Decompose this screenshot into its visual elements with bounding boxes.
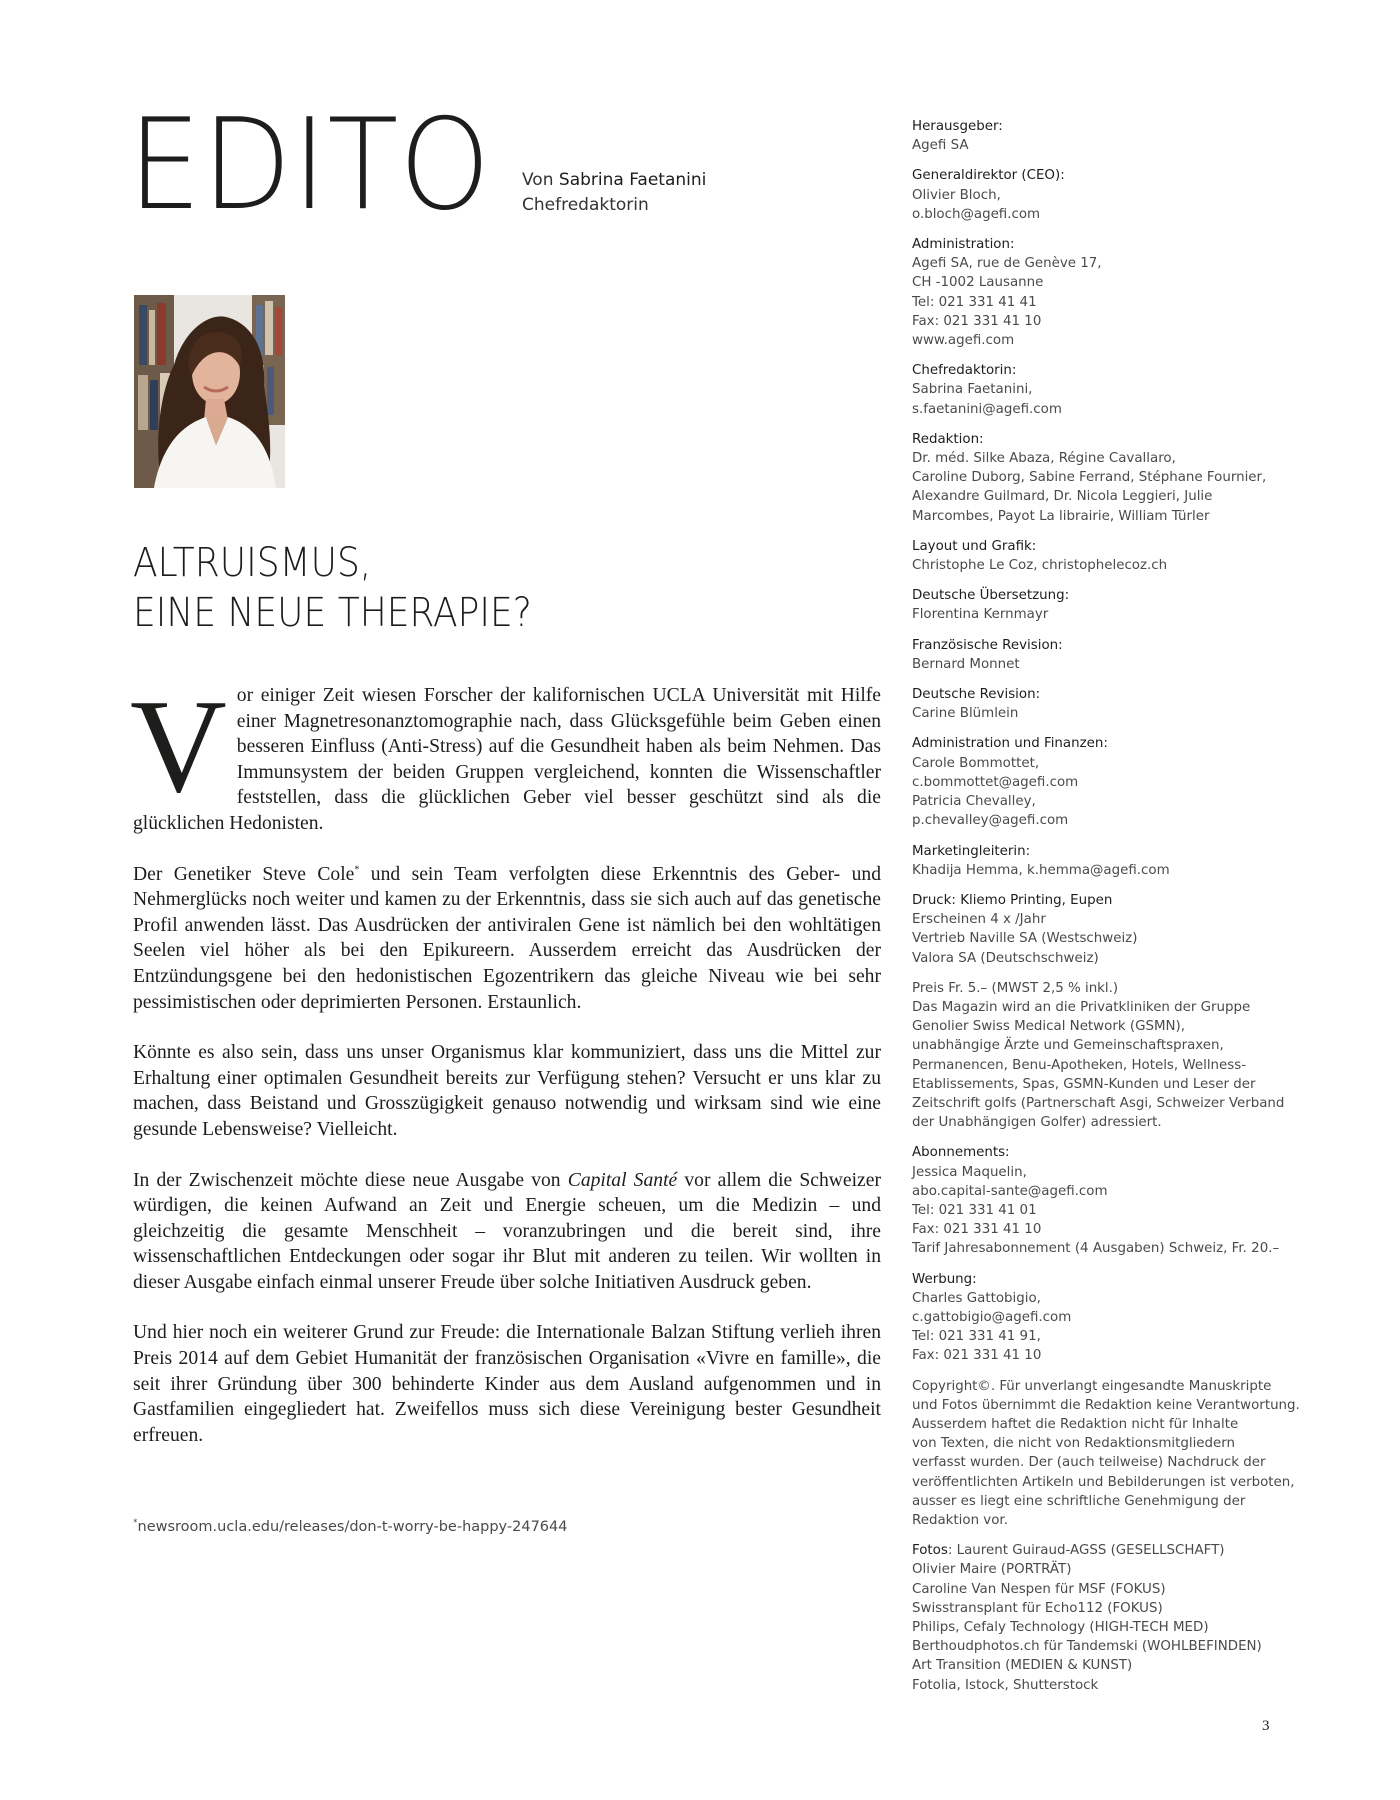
imprint-label: Administration: [912,237,1015,253]
imprint-line: Tarif Jahresabonnement (4 Ausgaben) Schweiz, Fr. 20.– [912,1241,1280,1257]
imprint-fotos [912,1541,1282,1695]
imprint-chefredaktorin [912,361,1282,419]
imprint-line: Sabrina Faetanini, [912,382,1033,398]
imprint-administration [912,235,1282,350]
article-paragraph-5: Und hier noch ein weiterer Grund zur Freude: die Internationale Balzan Stiftung verlieh ihren Preis 2014 auf dem Gebiet Humanität der französischen Organisation «Vivre en famille», die seit ihrer Gründung über 300 behinderte Kinder aus dem Ausland aufgenommen und in Gastfamilien eingegliedert hat. Zweifellos muss sich diese Vereinigung bester Gesundheit erfreuen. [133,1322,881,1446]
imprint-line: Caroline Van Nespen für MSF (FOKUS) [912,1581,1166,1597]
imprint-line: Patricia Chevalley, [912,794,1036,810]
imprint-line: abo.capital-sante@agefi.com [912,1183,1108,1199]
imprint-finanzen [912,734,1282,830]
imprint-line: Fotolia, Istock, Shutterstock [912,1677,1099,1693]
imprint-line: www.agefi.com [912,333,1015,349]
imprint-druck [912,891,1282,968]
imprint-line: Tel: 021 331 41 41 [912,294,1037,310]
imprint-line: c.gattobigio@agefi.com [912,1309,1072,1325]
magazine-title: Capital Santé [567,1169,678,1191]
imprint-column [912,117,1300,1706]
imprint-line: Fax: 021 331 41 10 [912,1222,1042,1238]
imprint-uebersetzung [912,586,1282,624]
imprint-line: veröffentlichten Artikeln und Bebilderungen ist verboten, [912,1474,1295,1490]
imprint-deutsche-revision [912,685,1282,723]
imprint-label: Druck: Kliemo Printing, Eupen [912,892,1113,908]
imprint-line: Fax: 021 331 41 10 [912,313,1042,329]
imprint-fotos-first-line [912,1541,1282,1560]
article-headline [133,538,532,638]
page-title: EDITO [128,91,492,238]
footnote-mark: * [133,1518,138,1528]
imprint-label: Marketingleiterin: [912,843,1031,859]
imprint-line: Zeitschrift golfs (Partnerschaft Asgi, Schweizer Verband [912,1095,1285,1111]
article-paragraph-3: Könnte es also sein, dass uns unser Organismus klar kommuniziert, dass uns die Mittel zur Erhaltung einer optimalen Gesundheit bereits zur Verfügung stehen? Versucht er uns klar zu machen, dass Beistand und Grosszügigkeit genauso notwendig und wirksam sind wie eine gesunde Lebensweise? Vielleicht. [133,1042,881,1140]
imprint-label: Deutsche Übersetzung: [912,588,1070,604]
imprint-label: Layout und Grafik: [912,538,1037,554]
imprint-label: Generaldirektor (CEO): [912,168,1065,184]
page-number: 3 [1262,1718,1270,1734]
paragraph-4-text-b: vor allem die Schweizer würdigen, die keinen Aufwand an Zeit und Energie scheuen, um die Medizin – und gleichzeitig die gesamte Menschheit – voranzubringen und die bereit sind, ihre wissenschaftlichen Entdeckungen oder sogar ihr Blut mit anderen zu teilen. Wir wollten in dieser Ausgabe einfach einmal unserer Freude über solche Initiativen Ausdruck geben. [133,1169,881,1293]
imprint-label: Deutsche Revision: [912,687,1041,703]
imprint-line: Ausserdem haftet die Redaktion nicht für Inhalte [912,1416,1239,1432]
imprint-label: Französische Revision: [912,637,1063,653]
imprint-line: Permanencen, Benu-Apotheken, Hotels, Wellness- [912,1057,1247,1073]
imprint-fotos-credit: : Laurent Guiraud-AGSS (GESELLSCHAFT) [947,1543,1225,1559]
imprint-line: von Texten, die nicht von Redaktionsmitgliedern [912,1436,1236,1452]
imprint-line: Christophe Le Coz, christophelecoz.ch [912,558,1168,574]
imprint-label: Herausgeber: [912,119,1003,134]
article-paragraph-1 [130,672,881,837]
imprint-herausgeber [912,117,1282,155]
imprint-line: Carine Blümlein [912,706,1019,722]
paragraph-4-text-a: In der Zwischenzeit möchte diese neue Ausgabe von [133,1169,568,1191]
imprint-line: CH -1002 Lausanne [912,275,1044,291]
imprint-line: Agefi SA [912,138,969,154]
portrait-photo [134,295,285,488]
imprint-line: Khadija Hemma, k.hemma@agefi.com [912,862,1170,878]
byline-author: Sabrina Faetanini [558,170,707,190]
imprint-label: Abonnements: [912,1145,1010,1161]
imprint-line: Valora SA (Deutschschweiz) [912,950,1099,966]
imprint-layout [912,537,1282,575]
imprint-line: Fax: 021 331 41 10 [912,1348,1042,1364]
imprint-line: Olivier Maire (PORTRÄT) [912,1562,1072,1578]
imprint-line: Art Transition (MEDIEN & KUNST) [912,1658,1133,1674]
imprint-line: Florentina Kernmayr [912,607,1049,623]
paragraph-2-text-b: und sein Team verfolgten diese Erkenntnis des Geber- und Nehmerglücks noch weiter und kamen zu der Erkenntnis, dass sie sich auch auf das genetische Profil anwenden lässt. Das Ausdrücken der antiviralen Gene ist nämlich bei den wohltätigen Seelen viel höher als bei den Epikureern. Ausserdem erreicht das Ausdrücken der Entzündungsgene bei den hedonistischen Egozentrikern das gleiche Niveau wie bei sehr pessimistischen oder deprimierten Personen. Erstaunlich. [133,863,882,1013]
imprint-line: Preis Fr. 5.– (MWST 2,5 % inkl.) [912,980,1119,996]
imprint-line: Erscheinen 4 x /Jahr [912,912,1046,928]
article-paragraph-2 [133,862,881,1016]
imprint-line: Agefi SA, rue de Genève 17, [912,256,1102,272]
imprint-line: der Unabhängigen Golfer) adressiert. [912,1115,1162,1131]
imprint-line: o.bloch@agefi.com [912,206,1041,222]
imprint-line: Dr. méd. Silke Abaza, Régine Cavallaro, [912,451,1176,467]
imprint-line: Marcombes, Payot La librairie, William Türler [912,508,1210,524]
imprint-werbung [912,1270,1282,1366]
footnote-link: newsroom.ucla.edu/releases/don-t-worry-be-happy-247644 [137,1518,568,1535]
article-body [130,672,882,1473]
headline-line-1: ALTRUISMUS, [133,540,372,586]
imprint-label: Fotos [912,1543,948,1559]
headline-line-2: EINE NEUE THERAPIE? [133,590,532,636]
imprint-marketing [912,842,1282,880]
imprint-preis [912,979,1285,1133]
imprint-line: Alexandre Guilmard, Dr. Nicola Leggieri, Julie [912,489,1213,505]
footnote-marker: * [354,864,360,876]
footnote [133,1518,567,1535]
imprint-line: Bernard Monnet [912,656,1020,672]
author-portrait [134,295,285,488]
imprint-line: Berthoudphotos.ch für Tandemski (WOHLBEFINDEN) [912,1639,1262,1655]
byline-prefix: Von [522,170,554,190]
imprint-line: Carole Bommottet, [912,755,1040,771]
imprint-line: Olivier Bloch, [912,187,1001,203]
imprint-line: unabhängige Ärzte und Gemeinschaftspraxen, [912,1038,1224,1054]
imprint-line: c.bommottet@agefi.com [912,774,1079,790]
imprint-line: Tel: 021 331 41 01 [912,1202,1037,1218]
imprint-label: Redaktion: [912,431,984,447]
imprint-line: Jessica Maquelin, [912,1164,1027,1180]
imprint-line: Caroline Duborg, Sabine Ferrand, Stéphane Fournier, [912,470,1267,486]
imprint-abonnements [912,1143,1282,1258]
imprint-copyright [912,1377,1300,1531]
imprint-line: Redaktion vor. [912,1513,1008,1528]
imprint-ceo [912,166,1282,224]
imprint-line: verfasst wurden. Der (auch teilweise) Nachdruck der [912,1455,1266,1471]
imprint-line: Genolier Swiss Medical Network (GSMN), [912,1019,1185,1035]
imprint-label: Werbung: [912,1271,977,1287]
paragraph-1-text: or einiger Zeit wiesen Forscher der kalifornischen UCLA Universität mit Hilfe einer Magnetresonanztomographie nach, dass Glücksgefühle beim Geben einen besseren Einfluss (Anti-Stress) auf die Gesundheit haben als beim Nehmen. Das Immunsystem der beiden Gruppen vergleichend, konnten die Wissenschaftler feststellen, dass die glücklichen Geber viel besser geschützt sind als die glücklichen Hedonisten. [133,685,881,834]
byline-role: Chefredaktorin [522,195,649,215]
imprint-line: Etablissements, Spas, GSMN-Kunden und Leser der [912,1076,1256,1092]
imprint-line: p.chevalley@agefi.com [912,813,1069,829]
imprint-label: Administration und Finanzen: [912,736,1108,752]
imprint-line: und Fotos übernimmt die Redaktion keine Verantwortung. [912,1397,1300,1413]
imprint-line: ausser es liegt eine schriftliche Genehmigung der [912,1493,1246,1509]
imprint-line: Philips, Cefaly Technology (HIGH-TECH MED) [912,1620,1209,1636]
imprint-line: s.faetanini@agefi.com [912,401,1062,417]
imprint-label: Chefredaktorin: [912,363,1017,379]
drop-cap: V [130,672,227,820]
imprint-redaktion [912,430,1282,526]
imprint-line: Swisstransplant für Echo112 (FOKUS) [912,1600,1163,1616]
article-paragraph-4 [133,1168,881,1296]
imprint-line: Vertrieb Naville SA (Westschweiz) [912,931,1138,947]
imprint-line: Charles Gattobigio, [912,1290,1041,1306]
imprint-franz-revision [912,636,1282,674]
byline [522,168,706,218]
imprint-line: Tel: 021 331 41 91, [912,1329,1041,1345]
paragraph-2-text-a: Der Genetiker Steve Cole [133,863,355,885]
imprint-line: Das Magazin wird an die Privatkliniken der Gruppe [912,999,1251,1015]
imprint-line: Copyright©. Für unverlangt eingesandte Manuskripte [912,1378,1272,1394]
